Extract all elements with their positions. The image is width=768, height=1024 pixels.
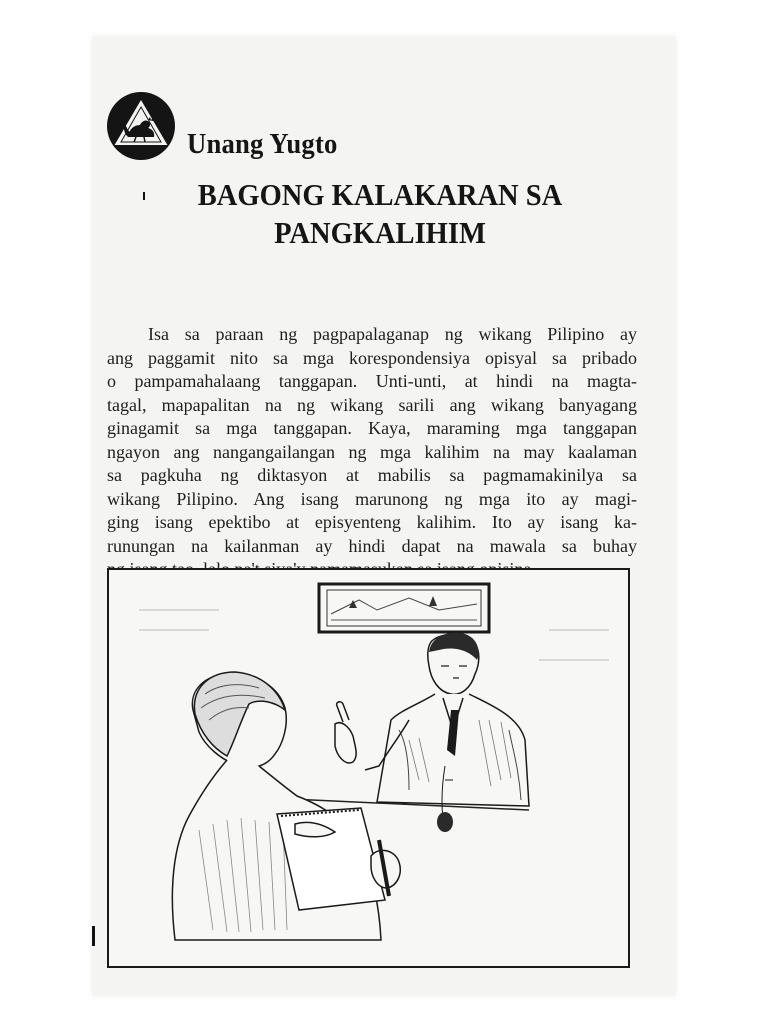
paragraph-line: ginagamit sa mga tanggapan. Kaya, maraming mga tanggapan <box>107 418 637 438</box>
chapter-heading: Unang Yugto <box>187 128 338 160</box>
paragraph-line: Isa sa paraan ng pagpapalaganap ng wikang Pilipino ay <box>148 324 637 344</box>
secretary-taking-dictation-illustration <box>107 568 630 968</box>
wall-painting <box>319 584 489 632</box>
title-line-2: PANGKALIHIM <box>274 215 486 250</box>
paragraph-line: sa pagkuha ng diktasyon at mabilis sa pagmamakinilya sa <box>107 465 637 485</box>
rooster-triangle-emblem-icon <box>106 91 176 161</box>
paragraph-line: ging isang epektibo at episyenteng kalihim. Ito ay isang ka- <box>107 512 637 532</box>
paragraph-line: ngayon ang nangangailangan ng mga kalihim na may kaalaman <box>107 441 637 462</box>
chapter-title <box>168 176 591 252</box>
title-line-1: BAGONG KALAKARAN SA <box>197 177 563 212</box>
margin-mark-top <box>143 192 145 200</box>
paragraph-line: tagal, mapapalitan na ng wikang sarili ang wikang banyagang <box>107 394 637 415</box>
body-paragraph <box>107 323 637 582</box>
paragraph-line: wikang Pilipino. Ang isang marunong ng mga ito ay magi- <box>107 488 637 509</box>
margin-mark-bottom <box>92 926 95 946</box>
woman-figure <box>172 672 400 940</box>
illustration-drawing <box>109 570 628 966</box>
paragraph-line: runungan na kailanman ay hindi dapat na mawala sa buhay <box>107 535 637 556</box>
paragraph-line: o pampamahalaang tanggapan. Unti-unti, at hindi na magta- <box>107 371 637 391</box>
paragraph-line: ang paggamit nito sa mga korespondensiya opisyal sa pribado <box>107 347 637 368</box>
